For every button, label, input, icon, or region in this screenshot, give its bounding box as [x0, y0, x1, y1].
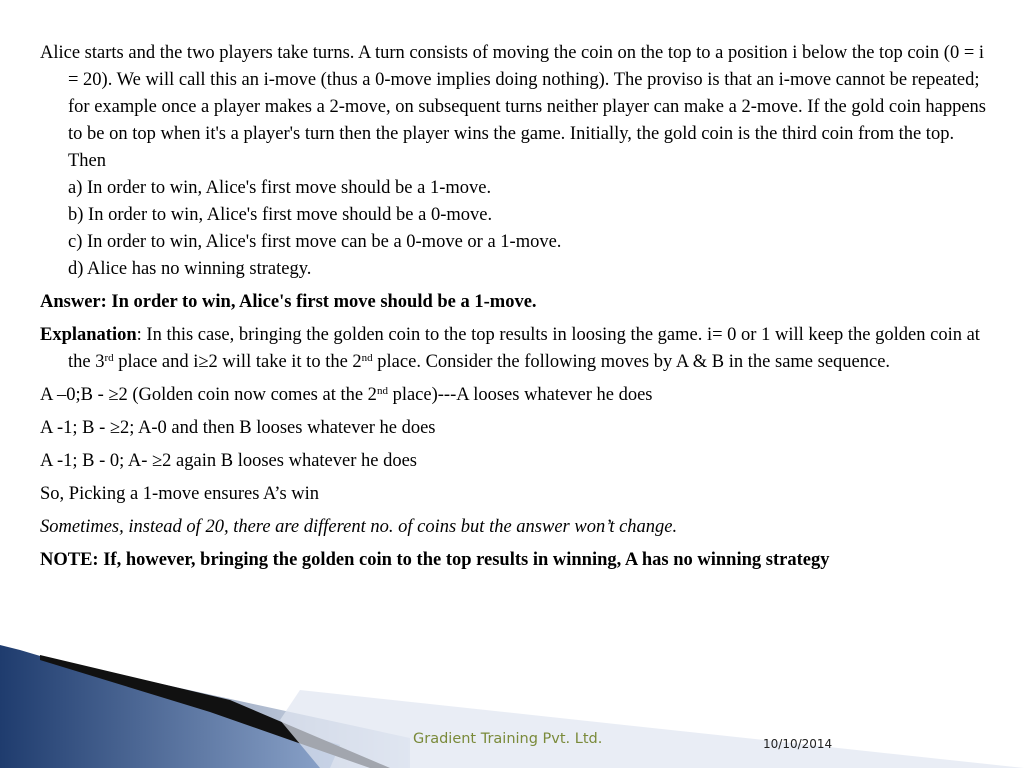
move-line-3: A -1; B - 0; A- ≥2 again B looses whatever he does: [40, 451, 418, 471]
remark-line: Sometimes, instead of 20, there are different no. of coins but the answer won’t change.: [40, 517, 678, 537]
footer-company: Gradient Training Pvt. Ltd.: [413, 731, 603, 747]
option-c: c) In order to win, Alice's first move can be a 0-move or a 1-move.: [68, 232, 562, 252]
explanation-part3: place. Consider the following moves by A & B in the same sequence.: [372, 352, 891, 372]
slide-content: [40, 40, 990, 580]
explanation-part1: : In this case, bringing the golden coin to the top results in loosing the game. i= 0 or 1 will keep the golden coin at the 3: [68, 325, 980, 372]
explanation-part2: place and i≥2 will take it to the 2: [113, 352, 362, 372]
footer-date: 10/10/2014: [763, 737, 833, 751]
move-line-1-sup: nd: [376, 385, 388, 397]
decor-band-pale: [280, 690, 1024, 768]
explanation-text: [40, 322, 990, 376]
move-line-1: [40, 382, 990, 409]
conclusion-line: So, Picking a 1-move ensures A’s win: [40, 484, 320, 504]
move-line-1-part2: place)---A looses whatever he does: [387, 385, 653, 405]
answer-line: Answer: In order to win, Alice's first move should be a 1-move.: [40, 292, 537, 312]
explanation-sup1: rd: [104, 352, 114, 364]
explanation-sup2: nd: [361, 352, 373, 364]
option-a: a) In order to win, Alice's first move should be a 1-move.: [68, 178, 492, 198]
note-line: NOTE: If, however, bringing the golden coin to the top results in winning, A has no winning strategy: [40, 550, 830, 570]
options-list: [40, 175, 990, 283]
explanation-label: Explanation: [40, 325, 137, 345]
question-text: [40, 40, 990, 175]
option-d: d) Alice has no winning strategy.: [68, 259, 312, 279]
move-line-1-part1: A –0;B - ≥2 (Golden coin now comes at the 2: [40, 385, 377, 405]
option-b: b) In order to win, Alice's first move should be a 0-move.: [68, 205, 493, 225]
question-body: Alice starts and the two players take turns. A turn consists of moving the coin on the top to a position i below the top coin (0 = i = 20). We will call this an i-move (thus a 0-move implies doing nothing). The proviso is that an i-move cannot be repeated; for example once a player makes a 2-move, on subsequent turns neither player can make a 2-move. If the gold coin happens to be on top when it's a player's turn then the player wins the game. Initially, the gold coin is the third coin from the top. Then: [40, 43, 986, 171]
move-line-2: A -1; B - ≥2; A-0 and then B looses whatever he does: [40, 418, 436, 438]
